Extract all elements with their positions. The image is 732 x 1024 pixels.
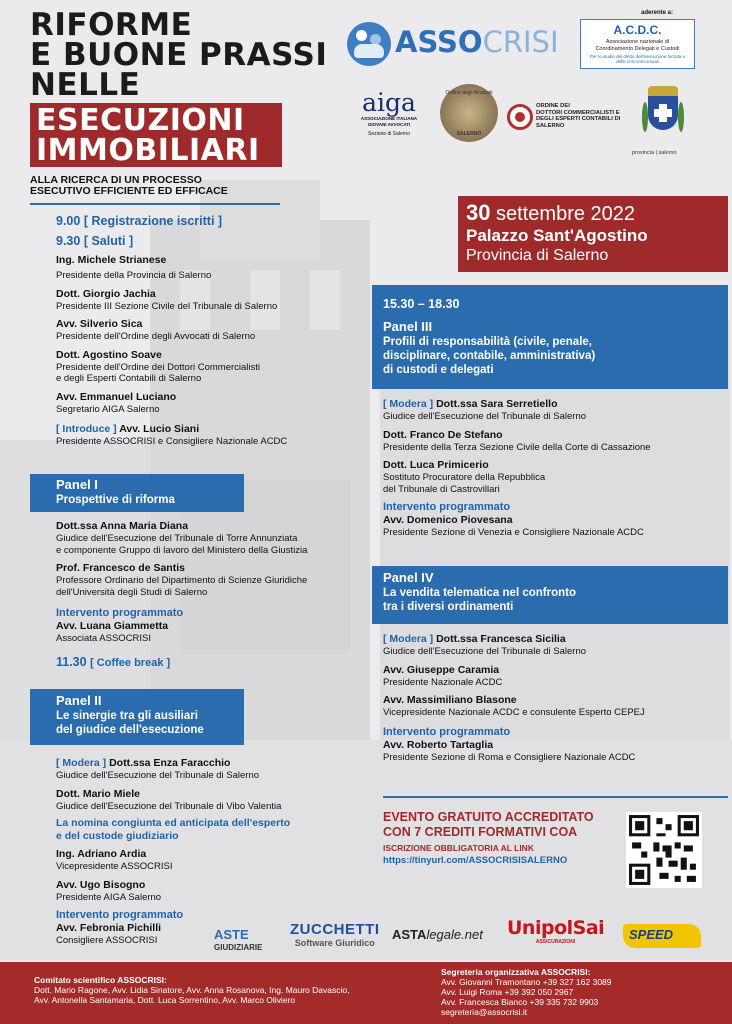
panel-4-title-2: tra i diversi ordinamenti: [383, 601, 514, 613]
ordine-avvocati-label: Ordine degli Avvocati: [445, 90, 493, 96]
panel-1-header: [30, 474, 244, 512]
moderator-tag: [ Modera ]: [383, 398, 434, 410]
speaker-role: Presidente dell'Ordine degli Avvocati di Salerno: [56, 331, 256, 342]
odcec-line-3: DEGLI ESPERTI CONTABILI DI: [536, 116, 621, 122]
sponsor-zucchetti: [290, 921, 380, 948]
footer: [0, 962, 732, 1024]
speaker-role: Professore Ordinario del Dipartimento di Scienze Giuridiche: [56, 575, 308, 586]
speaker-role: Segretario AIGA Salerno: [56, 403, 160, 415]
odcec-line-2: DOTTORI COMMERCIALISTI E: [536, 109, 620, 116]
speaker-role: dell'Università degli Studi di Salerno: [56, 586, 208, 598]
odcec-line-4: SALERNO: [536, 122, 565, 129]
speaker-role: Presidente della Provincia di Salerno: [56, 270, 212, 281]
moderator-name: Dott.ssa Francesca Sicilia: [436, 633, 566, 645]
aiga-sub-1: ASSOCIAZIONE ITALIANA: [360, 116, 418, 121]
acdc-small-text: Per lo studio del diritto dell'esecuzione forzata e delle crisi concorsuali: [589, 54, 686, 64]
moderator-name: Dott.ssa Enza Faracchio: [109, 757, 231, 769]
speaker-name: Avv. Febronia Pichilli: [56, 922, 162, 934]
sponsor-speed: [623, 924, 701, 948]
panel-1-title: Prospettive di riforma: [56, 494, 175, 506]
odcec-logo-icon: [507, 104, 533, 130]
divider: [383, 796, 728, 798]
panel-1-label: Panel I: [56, 477, 98, 492]
acdc-adherent-label: aderente a:: [641, 10, 674, 16]
title-red-line-1: ESECUZIONI: [36, 103, 245, 138]
moderator-role: Giudice dell'Esecuzione del Tribunale di Salerno: [383, 411, 587, 422]
footer-secretariat: [441, 967, 612, 1017]
astalegale-part-2: legale.net: [426, 927, 483, 942]
committee-title: Comitato scientifico ASSOCRISI:: [34, 975, 167, 985]
speaker-role: e degli Esperti Contabili di Salerno: [56, 373, 202, 384]
panel-2-speakers: [56, 757, 366, 947]
secretariat-line-1: Avv. Giovanni Tramontano +39 327 162 3089: [441, 977, 612, 987]
assocrisi-logo-part-1: ASSO: [395, 25, 483, 59]
speaker-name: Avv. Giuseppe Caramia: [383, 663, 500, 676]
speaker-role: Giudice dell'Esecuzione del Tribunale di Vibo Valentia: [56, 800, 282, 812]
registration-label: [ Registrazione iscritti ]: [83, 214, 223, 228]
panel-3-title-1: Profili di responsabilità (civile, penale,: [383, 336, 592, 348]
speed-wordmark: SPEED: [629, 927, 674, 942]
greetings-label: [ Saluti ]: [83, 234, 134, 248]
time-coffee: 11.30: [56, 654, 87, 669]
speaker-role: e componente Gruppo di lavoro del Ministero della Giustizia: [56, 544, 308, 556]
divider: [30, 203, 280, 205]
speaker-name: Dott. Mario Miele: [56, 787, 141, 800]
moderator-role: Giudice dell'Esecuzione del Tribunale di Salerno: [383, 646, 587, 657]
afternoon-time: 15.30 – 18.30: [383, 297, 460, 311]
moderator-name: Dott.ssa Sara Serretiello: [436, 398, 558, 410]
title-block: [30, 7, 328, 103]
aiga-sub-3: Sezione di Salerno: [368, 131, 410, 137]
provincia-label: provincia | salerno: [632, 150, 677, 156]
programmed-intervention-label: Intervento programmato: [383, 725, 511, 738]
event-place: Provincia di Salerno: [466, 247, 609, 264]
speaker-role: Presidente Sezione di Venezia e Consigliere Nazionale ACDC: [383, 527, 644, 538]
speaker-name: Avv. Emmanuel Luciano: [56, 390, 177, 403]
registration-link[interactable]: https://tinyurl.com/ASSOCRISISALERNO: [383, 855, 568, 866]
aiga-wordmark: aiga: [362, 88, 416, 117]
title-line-1: RIFORME: [30, 7, 193, 43]
panel-2-title-2: del giudice dell'esecuzione: [56, 724, 204, 736]
speaker-name: Ing. Adriano Ardia: [56, 848, 147, 860]
speaker-name: Avv. Luana Giammetta: [56, 620, 169, 632]
speaker-name: Avv. Ugo Bisogno: [56, 878, 146, 891]
event-day: 30: [466, 200, 491, 225]
accreditation-block: [383, 810, 623, 867]
speaker-role: Associata ASSOCRISI: [56, 633, 152, 644]
speaker-role: Giudice dell'Esecuzione del Tribunale di Torre Annunziata: [56, 533, 298, 544]
panel-4-label: Panel IV: [383, 570, 434, 585]
astalegale-part-1: ASTA: [392, 927, 427, 942]
secretariat-email[interactable]: segreteria@assocrisi.it: [441, 1007, 528, 1017]
morning-schedule: [56, 211, 356, 448]
speaker-role: Presidente della Terza Sezione Civile della Corte di Cassazione: [383, 441, 651, 453]
panel-2-label: Panel II: [56, 693, 102, 708]
assocrisi-logo-icon: [347, 22, 391, 66]
aste-sub: GIUDIZIARIE: [214, 943, 263, 952]
topic-line-1: La nomina congiunta ed anticipata dell'esperto: [56, 817, 291, 829]
sponsor-unipolsai: [507, 917, 604, 945]
programmed-intervention-label: Intervento programmato: [56, 607, 184, 619]
panel-1-speakers: [56, 520, 366, 671]
secretariat-title: Segreteria organizzativa ASSOCRISI:: [441, 967, 591, 977]
accreditation-line-2: CON 7 CREDITI FORMATIVI COA: [383, 825, 578, 839]
ordine-avvocati-city: SALERNO: [456, 131, 482, 137]
subtitle-line-2: ESECUTIVO EFFICIENTE ED EFFICACE: [30, 185, 228, 197]
introduce-tag: [ Introduce ]: [56, 423, 117, 435]
speaker-name: Ing. Michele Strianese: [56, 254, 167, 266]
zucchetti-sub: Software Giuridico: [294, 938, 375, 948]
qr-code-icon[interactable]: [626, 812, 702, 888]
secretariat-line-2: Avv. Luigi Roma +39 392 050 2967: [441, 987, 574, 997]
footer-committee: [34, 975, 349, 1005]
introducer-role: Presidente ASSOCRISI e Consigliere Nazionale ACDC: [56, 436, 288, 447]
speaker-role: Presidente AIGA Salerno: [56, 891, 162, 903]
panel-3-title-3: di custodi e delegati: [383, 364, 494, 376]
speaker-name: Dott. Agostino Soave: [56, 348, 162, 361]
provincia-crest-icon: [640, 86, 686, 148]
coffee-break-label: [ Coffee break ]: [90, 656, 171, 669]
aiga-logo: [352, 90, 426, 138]
panel-3-title-2: disciplinare, contabile, amministrativa): [383, 350, 596, 362]
speaker-name: Dott. Franco De Stefano: [383, 428, 503, 441]
speaker-role: Vicepresidente ASSOCRISI: [56, 861, 173, 872]
acdc-title: A.C.D.C.: [613, 23, 662, 37]
secretariat-line-3: Avv. Francesca Bianco +39 335 732 9903: [441, 997, 599, 1007]
zucchetti-wordmark: ZUCCHETTI: [290, 921, 380, 938]
aiga-sub-2: GIOVANI AVVOCATI: [367, 121, 411, 127]
subtitle-line-1: ALLA RICERCA DI UN PROCESSO: [30, 174, 202, 186]
speaker-name: Avv. Massimiliano Blasone: [383, 694, 517, 706]
programmed-intervention-label: Intervento programmato: [383, 501, 511, 513]
subtitle: [30, 175, 228, 197]
panel-3-label: Panel III: [383, 319, 433, 334]
odcec-text: [536, 103, 620, 129]
panel-4-title-1: La vendita telematica nel confronto: [383, 587, 576, 599]
panel-2-header: [30, 689, 244, 745]
title-red-box: [30, 103, 282, 167]
sponsor-astalegale: [392, 927, 483, 942]
panel-3-speakers: [383, 398, 728, 539]
panel-3-header: [372, 285, 728, 389]
assocrisi-logo: [395, 26, 559, 58]
speaker-role: Consigliere ASSOCRISI: [56, 935, 158, 946]
speaker-name: Dott.ssa Anna Maria Diana: [56, 520, 189, 532]
introducer-name: Avv. Lucio Siani: [119, 423, 200, 435]
speaker-name: Avv. Roberto Tartaglia: [383, 738, 494, 751]
moderator-tag: [ Modera ]: [56, 757, 107, 769]
committee-line-1: Dott. Mario Ragone, Avv. Lidia Sinatore, Avv. Anna Rosanova, Ing. Mauro Davascio,: [34, 985, 350, 995]
committee-line-2: Avv. Antonella Santamaria, Dott. Luca Sorrentino, Avv. Marco Oliviero: [34, 995, 296, 1005]
speaker-name: Dott. Giorgio Jachia: [56, 287, 156, 300]
topic-line-2: e del custode giudiziario: [56, 830, 179, 842]
speaker-name: Prof. Francesco de Santis: [56, 562, 185, 574]
panel-4-speakers: [383, 633, 728, 763]
event-date-box: [458, 196, 728, 272]
unipol-wordmark: UnipolSai: [507, 917, 605, 939]
sponsor-aste-giudiziarie: [214, 928, 262, 954]
speaker-name: Dott. Luca Primicerio: [383, 459, 489, 471]
acdc-logo: [580, 19, 695, 69]
speaker-name: Avv. Silverio Sica: [56, 318, 143, 330]
speaker-role: Sostituto Procuratore della Repubblica: [383, 472, 546, 483]
title-line-3: NELLE: [30, 67, 141, 103]
title-line-2: E BUONE PRASSI: [30, 37, 328, 73]
speaker-role: Presidente Nazionale ACDC: [383, 676, 503, 688]
event-venue: Palazzo Sant'Agostino: [466, 226, 648, 245]
time-greetings: 9.30: [56, 234, 81, 248]
speaker-name: Avv. Domenico Piovesana: [383, 514, 513, 526]
speaker-role: del Tribunale di Castrovillari: [383, 483, 500, 495]
time-registration: 9.00: [56, 214, 81, 228]
speaker-role: Presidente Sezione di Roma e Consigliere Nazionale ACDC: [383, 751, 636, 763]
odcec-line-1: ORDINE DEI: [536, 103, 570, 109]
moderator-tag: [ Modera ]: [383, 633, 434, 645]
panel-4-header: [372, 566, 728, 624]
title-red-line-2: IMMOBILIARI: [36, 133, 260, 168]
panel-2-title-1: Le sinergie tra gli ausiliari: [56, 710, 198, 722]
acdc-subtitle: Associazione nazionale di Coordinamento Delegati e Custodi: [595, 39, 680, 52]
accreditation-line-1: EVENTO GRATUITO ACCREDITATO: [383, 810, 594, 824]
speaker-role: Presidente dell'Ordine dei Dottori Commercialisti: [56, 361, 261, 373]
assocrisi-logo-part-2: CRISI: [482, 25, 559, 59]
speaker-role: Vicepresidente Nazionale ACDC e consulente Esperto CEPEJ: [383, 707, 645, 718]
moderator-role: Giudice dell'Esecuzione del Tribunale di Salerno: [56, 770, 260, 781]
event-month: settembre 2022: [496, 203, 636, 225]
registration-required-label: ISCRIZIONE OBBLIGATORIA AL LINK: [383, 843, 534, 853]
programmed-intervention-label: Intervento programmato: [56, 909, 184, 921]
unipol-sub: ASSICURAZIONI: [535, 939, 576, 945]
speaker-role: Presidente III Sezione Civile del Tribunale di Salerno: [56, 300, 278, 312]
aste-wordmark: ASTE: [214, 927, 249, 942]
